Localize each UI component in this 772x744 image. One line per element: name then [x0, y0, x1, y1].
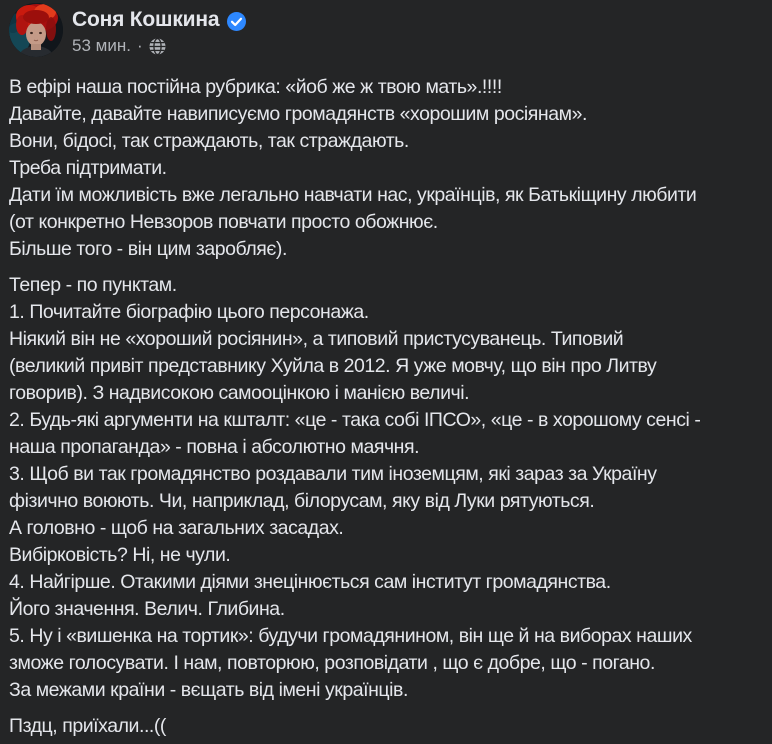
header-text	[72, 3, 246, 56]
avatar-portrait-image	[9, 3, 63, 57]
globe-public-icon	[149, 38, 166, 55]
profile-avatar[interactable]	[9, 3, 63, 57]
post-paragraph	[9, 272, 764, 704]
post-line: А головно - щоб на загальних засадах.	[9, 517, 344, 539]
post-line: 1. Почитайте біографію цього персонажа.	[9, 301, 369, 323]
post-line: Пздц, приїхали...((	[9, 715, 166, 737]
post-line: Вибірковість? Ні, не чули.	[9, 544, 231, 566]
post-line: Тепер - по пунктам.	[9, 274, 177, 296]
post-paragraph	[9, 713, 764, 740]
post-text	[0, 60, 772, 740]
profile-name[interactable]: Соня Кошкина	[72, 8, 220, 31]
post-line: Більше того - він цим заробляє).	[9, 238, 287, 260]
post-line: Його значення. Велич. Глибина.	[9, 598, 285, 620]
post-line: зможе голосувати. І нам, повторюю, розповідати , що є добре, що - погано.	[9, 652, 655, 674]
post-header	[0, 0, 772, 60]
post-line: 4. Найгірше. Отакими діями знецінюється сам інститут громадянства.	[9, 571, 611, 593]
post-line: Треба підтримати.	[9, 157, 167, 179]
post-line: Дати їм можливість вже легально навчати нас, українців, як Батькіщину любити	[9, 184, 697, 206]
post-line: наша пропаганда» - повна і абсолютно маячня.	[9, 436, 420, 458]
post-paragraph	[9, 74, 764, 263]
meta-separator: ·	[136, 36, 143, 55]
post-line: 3. Щоб ви так громадянство роздавали тим іноземцям, які зараз за Україну	[9, 463, 657, 485]
post-timestamp[interactable]: 53 мин.	[72, 36, 131, 55]
post-line: фізично воюють. Чи, наприклад, білорусам, яку від Луки рятуються.	[9, 490, 595, 512]
name-row	[72, 7, 246, 33]
post-line: 2. Будь-які аргументи на кшталт: «це - така собі ІПСО», «це - в хорошому сенсі -	[9, 409, 701, 431]
post-line: Давайте, давайте навиписуємо громадянств «хорошим росіянам».	[9, 103, 587, 125]
post-line: 5. Ну і «вишенка на тортик»: будучи громадянином, він ще й на виборах наших	[9, 625, 692, 647]
post-line: За межами країни - вєщать від імені українців.	[9, 679, 408, 701]
post-line: Вони, бідосі, так страждають, так страждають.	[9, 130, 409, 152]
post-line: Ніякий він не «хороший росіянин», а типовий пристусуванець. Типовий	[9, 328, 624, 350]
post-line: (от конкретно Невзоров повчати просто обожнює.	[9, 211, 438, 233]
post-line: говорив). З надвисокою самооцінкою і манією величі.	[9, 382, 470, 404]
verified-badge-icon	[227, 12, 246, 31]
post-meta-row	[72, 35, 246, 56]
post-line: (великий привіт представнику Хуйла в 2012. Я уже мовчу, що він про Литву	[9, 355, 657, 377]
post-line: В ефірі наша постійна рубрика: «йоб же ж твою мать».!!!!	[9, 76, 502, 98]
